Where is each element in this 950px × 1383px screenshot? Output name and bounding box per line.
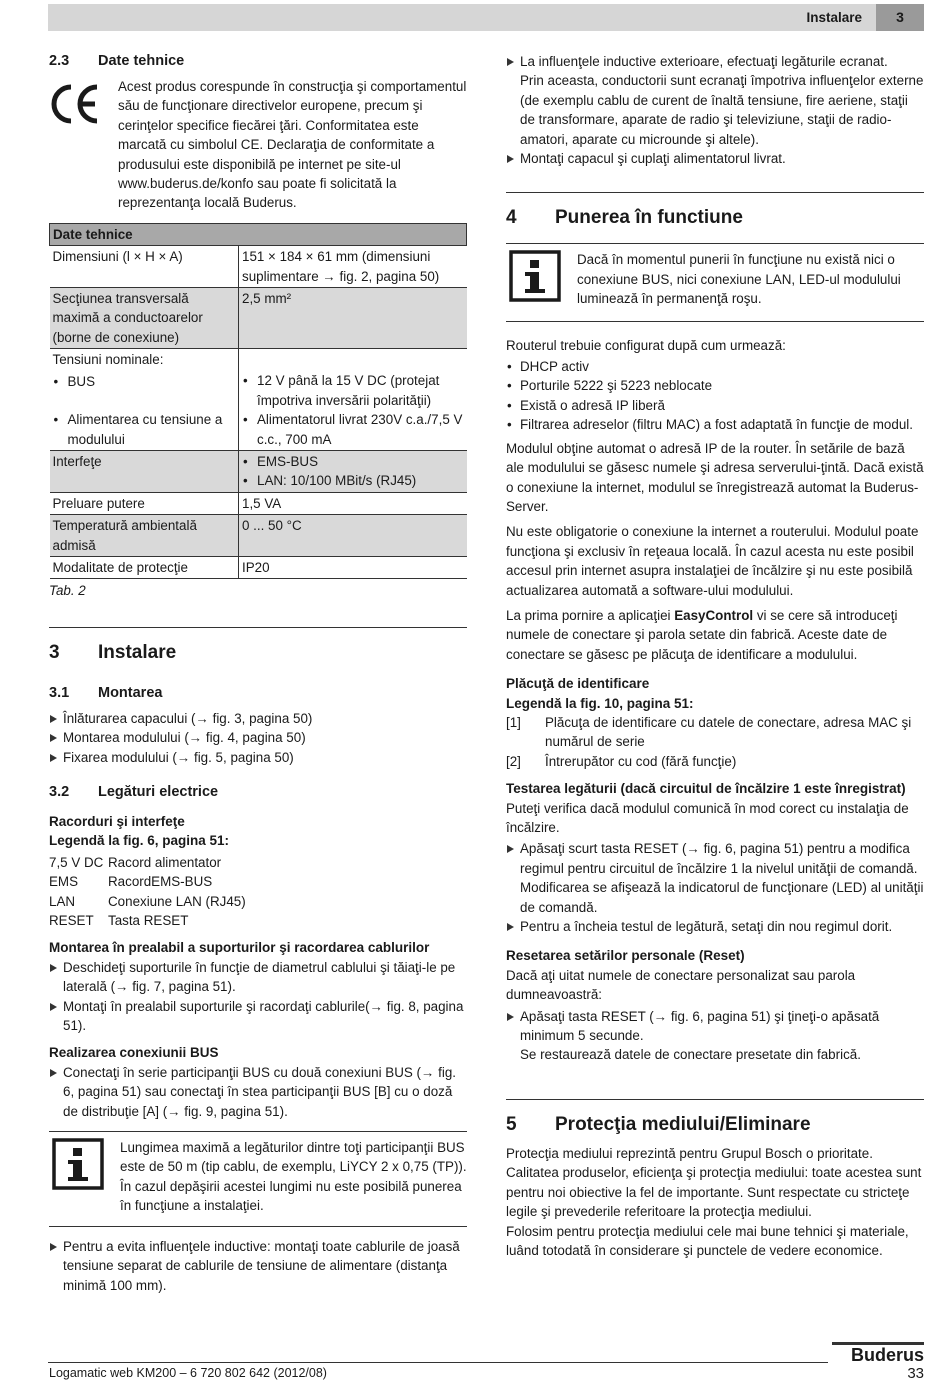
info-icon bbox=[52, 1138, 104, 1190]
mounting-steps bbox=[49, 709, 467, 767]
page-number: 33 bbox=[907, 1365, 924, 1382]
voltages-label: Tensiuni nominale: bbox=[52, 352, 164, 368]
easycontrol-paragraph bbox=[506, 606, 924, 664]
ip-paragraph: Modulul obţine automat o adresă IP de la router. În setările de bază ale modulului se găsesc numele şi adresa serverului-ţintă. Dacă există o conexiune la internet, modulul se înregistrează automat la Buderus-Server. bbox=[506, 440, 924, 514]
bus-steps bbox=[49, 1063, 467, 1121]
list-item: Deschideţi suporturile în funcţie de diametrul cablului şi tăiaţi-le pe laterală (→ fig. 7, pagina 51). bbox=[49, 958, 467, 997]
ce-mark-icon bbox=[49, 81, 101, 127]
connection-test-steps bbox=[506, 839, 924, 936]
header-chapter-number: 3 bbox=[876, 4, 924, 31]
environment-paragraph-1: Protecţia mediului reprezintă pentru Grupul Bosch o prioritate. Calitatea produselor, eficienţa şi protecţia mediului: toate acestea sunt pentru noi obiective la fel de importante. Sunt respectate cu stricteţe legile şi prevederile referitoare la protecţia mediului. bbox=[506, 1145, 922, 1220]
nameplate-legend bbox=[506, 713, 924, 771]
ce-paragraph-block bbox=[49, 77, 467, 213]
test-step-result: Modificarea se afişează la indicatorul de funcţionare (LED) al unităţii de comandă. bbox=[520, 880, 924, 915]
buderus-logo: Buderus bbox=[832, 1342, 924, 1362]
voltage-supply-label: • Alimentarea cu tensiune a modulului bbox=[53, 410, 236, 449]
legend-value: Întrerupător cu cod (fără funcţie) bbox=[545, 753, 737, 769]
bus-length-info-box bbox=[49, 1131, 467, 1227]
table-row bbox=[50, 515, 467, 557]
legend-key: [2] bbox=[506, 753, 521, 769]
row-label-power: Preluare putere bbox=[50, 492, 239, 514]
row-value-interfaces bbox=[239, 450, 467, 492]
left-column bbox=[49, 52, 467, 1295]
router-intro: Routerul trebuie configurat după cum urmează: bbox=[506, 337, 786, 353]
chapter-4-heading bbox=[506, 192, 924, 231]
legend-key: 7,5 V DC bbox=[49, 854, 104, 870]
legend-value: Racord alimentator bbox=[108, 854, 222, 870]
table-row bbox=[50, 349, 467, 451]
row-value-temperature: 0 ... 50 °C bbox=[239, 515, 467, 557]
list-item: Pentru a încheia testul de legătură, setaţi din nou regimul dorit. bbox=[506, 917, 924, 936]
info-text: Dacă în momentul punerii în funcţiune nu există nici o conexiune BUS, nici conexiune LAN, LED-ul modulului luminează în permanenţă roşu. bbox=[577, 252, 901, 307]
section-number: 2.3 bbox=[49, 53, 70, 69]
section-title: Legături electrice bbox=[98, 783, 219, 800]
connections-legend bbox=[49, 853, 467, 931]
legend-heading: Legendă la fig. 6, pagina 51: bbox=[49, 833, 230, 849]
list-item: Montarea modulului (→ fig. 4, pagina 50) bbox=[49, 728, 467, 747]
legend-value: RacordEMS-BUS bbox=[108, 874, 213, 890]
list-item: Înlăturarea capacului (→ fig. 3, pagina 50) bbox=[49, 709, 467, 728]
footer-document-id: Logamatic web KM200 – 6 720 802 642 (2012/08) bbox=[49, 1366, 327, 1380]
chapter-number: 5 bbox=[506, 1113, 517, 1135]
right-column bbox=[506, 52, 924, 1260]
reset-step: Apăsaţi tasta RESET (→ fig. 6, pagina 51) şi ţineţi-o apăsată minimum 5 secunde. bbox=[520, 1008, 880, 1044]
list-item bbox=[506, 752, 924, 771]
section-title: Montarea bbox=[98, 684, 163, 701]
section-number: 3.1 bbox=[49, 684, 70, 701]
list-item: • Filtrarea adreselor (filtru MAC) a fost adaptată în funcţie de modul. bbox=[506, 415, 924, 434]
chapter-title: Punerea în functiune bbox=[555, 207, 743, 229]
footer-rule bbox=[48, 1362, 828, 1363]
voltage-bus-label: • BUS bbox=[53, 372, 236, 391]
list-item: • Porturile 5222 şi 5223 neblocate bbox=[506, 376, 924, 395]
list-item bbox=[49, 892, 467, 911]
header-bar bbox=[48, 4, 924, 31]
header-title: Instalare bbox=[806, 10, 862, 25]
row-label-dimensions: Dimensiuni (l × H × A) bbox=[50, 246, 239, 288]
voltage-bus-value: • 12 V până la 15 V DC (protejat împotriva inversării polarităţii) bbox=[242, 371, 464, 410]
chapter-title: Instalare bbox=[98, 641, 177, 663]
text-segment: La prima pornire a aplicaţiei bbox=[506, 607, 675, 623]
section-3-1-heading bbox=[49, 684, 467, 703]
row-value-cross-section: 2,5 mm² bbox=[239, 288, 467, 349]
table-caption: Tab. 2 bbox=[49, 583, 86, 599]
premount-steps bbox=[49, 958, 467, 1036]
legend-key: LAN bbox=[49, 893, 76, 909]
environment-paragraph-2: Folosim pentru protecţia mediului cele mai bune tehnici şi materiale, luând totodată în considerare şi punctele de vedere economice. bbox=[506, 1223, 909, 1258]
led-info-box bbox=[506, 243, 924, 321]
legend-key: RESET bbox=[49, 913, 94, 928]
list-item: Pentru a evita influenţele inductive: montaţi toate cablurile de joasă tensiune separat de cablurile de tensiune de alimentare (distanţa minimă 100 mm). bbox=[49, 1237, 467, 1295]
interface-lan: • LAN: 10/100 MBit/s (RJ45) bbox=[242, 471, 464, 490]
list-item bbox=[506, 713, 924, 752]
reset-step-result: Se restaurează datele de conectare presetate din fabrică. bbox=[520, 1047, 861, 1063]
info-icon bbox=[509, 250, 561, 302]
legend-key: [1] bbox=[506, 714, 521, 730]
table-row bbox=[50, 450, 467, 492]
reset-steps bbox=[506, 1007, 924, 1065]
test-step: Apăsaţi scurt tasta RESET (→ fig. 6, pagina 51) pentru a modifica regimul pentru circuitul de încălzire 1 la nivelul unităţii de comandă. bbox=[520, 841, 918, 876]
row-label-temperature: Temperatură ambientală admisă bbox=[50, 515, 239, 557]
interface-ems: • EMS-BUS bbox=[242, 452, 464, 471]
list-item bbox=[506, 1007, 924, 1065]
row-value-power: 1,5 VA bbox=[239, 492, 467, 514]
connection-test-heading: Testarea legăturii (dacă circuitul de încălzire 1 este înregistrat) bbox=[506, 781, 906, 797]
chapter-title: Protecţia mediului/Eliminare bbox=[555, 1113, 811, 1135]
table-row bbox=[50, 556, 467, 578]
chapter-5-heading bbox=[506, 1099, 924, 1138]
table-row bbox=[50, 288, 467, 349]
legend-value: Tasta RESET bbox=[108, 913, 189, 928]
row-label-voltages bbox=[50, 349, 239, 451]
legend-value: Plăcuţa de identificare cu datele de conectare, adresa MAC şi numărul de serie bbox=[545, 714, 912, 750]
reset-intro: Dacă aţi uitat numele de conectare personalizat sau parola dumneavoastră: bbox=[506, 967, 856, 1003]
connection-test-intro: Puteţi verifica dacă modulul comunică în mod corect cu instalaţia de încălzire. bbox=[506, 800, 909, 835]
row-value-dimensions: 151 × 184 × 61 mm (dimensiuni suplimentare → fig. 2, pagina 50) bbox=[239, 246, 467, 288]
inductive-steps bbox=[49, 1237, 467, 1295]
list-item: • Există o adresă IP liberă bbox=[506, 396, 924, 415]
nameplate-heading: Plăcuţă de identificare bbox=[506, 676, 650, 692]
row-label-protection: Modalitate de protecţie bbox=[50, 556, 239, 578]
row-value-protection: IP20 bbox=[239, 556, 467, 578]
list-item: Montaţi capacul şi cuplaţi alimentatorul livrat. bbox=[506, 149, 924, 168]
list-item bbox=[506, 52, 924, 149]
ce-conformity-text: Acest produs corespunde în construcţia şi comportamentul său de funcţionare directivelor europene, precum şi cerinţelor specifice fiecărei ţări. Conformitatea este marcată cu simbolul CE. Declaraţia de conformitate a produsului este disponibilă pe internet pe site-ul www.buderus.de/konfo sau poate fi solicitată la reprezentanţa locală Buderus. bbox=[118, 79, 467, 211]
chapter-3-heading bbox=[49, 627, 467, 666]
list-item bbox=[49, 872, 467, 891]
section-title: Date tehnice bbox=[98, 53, 185, 69]
router-config-list bbox=[506, 357, 924, 435]
list-item bbox=[49, 911, 467, 930]
connections-heading: Racorduri şi interfeţe bbox=[49, 813, 185, 829]
legend-heading: Legendă la fig. 10, pagina 51: bbox=[506, 695, 694, 711]
premount-heading: Montarea în prealabil a suporturilor şi racordarea cablurilor bbox=[49, 940, 430, 956]
reset-heading: Resetarea setărilor personale (Reset) bbox=[506, 948, 745, 964]
shielding-explanation: Prin aceasta, conductorii sunt ecranaţi împotriva influenţelor externe (de exemplu cablu de curent de înaltă tensiune, fire aeriene, staţii de transformare, aparate de radio şi televiziune, staţii de radio-amatori, aparate cu microunde şi altele). bbox=[520, 73, 924, 147]
table-row bbox=[50, 246, 467, 288]
section-number: 3.2 bbox=[49, 783, 70, 800]
list-item: Fixarea modulului (→ fig. 5, pagina 50) bbox=[49, 748, 467, 767]
info-text: Lungimea maximă a legăturilor dintre toţi participanţii BUS este de 50 m (tip cablu, de exemplu, LiYCY 2 x 0,75 (TP)). În cazul depăşirii acestei lungimi nu este posibilă punerea în funcţiune a instalaţiei. bbox=[120, 1140, 467, 1214]
list-item bbox=[506, 839, 924, 917]
section-3-2-heading bbox=[49, 783, 467, 802]
legend-key: EMS bbox=[49, 874, 79, 890]
table-header: Date tehnice bbox=[50, 223, 467, 245]
shielding-steps bbox=[506, 52, 924, 168]
list-item bbox=[49, 853, 467, 872]
chapter-number: 3 bbox=[49, 641, 60, 663]
voltage-supply-value: • Alimentatorul livrat 230V c.a./7,5 V c.c., 700 mA bbox=[242, 410, 464, 449]
list-item: Montaţi în prealabil suporturile şi racordaţi cablurile(→ fig. 8, pagina 51). bbox=[49, 997, 467, 1036]
row-value-voltages bbox=[239, 349, 467, 451]
text-segment: vi se cere să introduceţi numele de conectare şi parola setate din fabrică. Aceste date de conectare se găsesc pe plăcuţa de identificare a modulului. bbox=[506, 607, 898, 662]
local-network-paragraph: Nu este obligatorie o conexiune la internet a routerului. Modulul poate funcţiona şi exclusiv în reţeaua locală. În cazul acesta nu este posibil accesul prin internet asupra instalaţiei de încălzire şi nu este posibilă actualizarea automată a software-ului modulului. bbox=[506, 524, 919, 598]
app-name: EasyControl bbox=[674, 607, 754, 623]
chapter-number: 4 bbox=[506, 207, 517, 229]
bus-connection-heading: Realizarea conexiunii BUS bbox=[49, 1045, 219, 1061]
shielding-step: La influenţele inductive exterioare, efectuaţi legăturile ecranat. bbox=[520, 54, 888, 69]
technical-data-table bbox=[49, 223, 467, 580]
list-item: • DHCP activ bbox=[506, 357, 924, 376]
section-2-3-heading bbox=[49, 52, 467, 71]
legend-value: Conexiune LAN (RJ45) bbox=[108, 893, 246, 909]
list-item: Conectaţi în serie participanţii BUS cu două conexiuni BUS (→ fig. 6, pagina 51) sau conectaţi în stea participanţii BUS [B] cu o doză de distribuţie [A] (→ fig. 9, pagina 51). bbox=[49, 1063, 467, 1121]
row-label-interfaces: Interfeţe bbox=[50, 450, 239, 492]
table-row bbox=[50, 492, 467, 514]
row-label-cross-section: Secţiunea transversală maximă a conductoarelor (borne de conexiune) bbox=[50, 288, 239, 349]
